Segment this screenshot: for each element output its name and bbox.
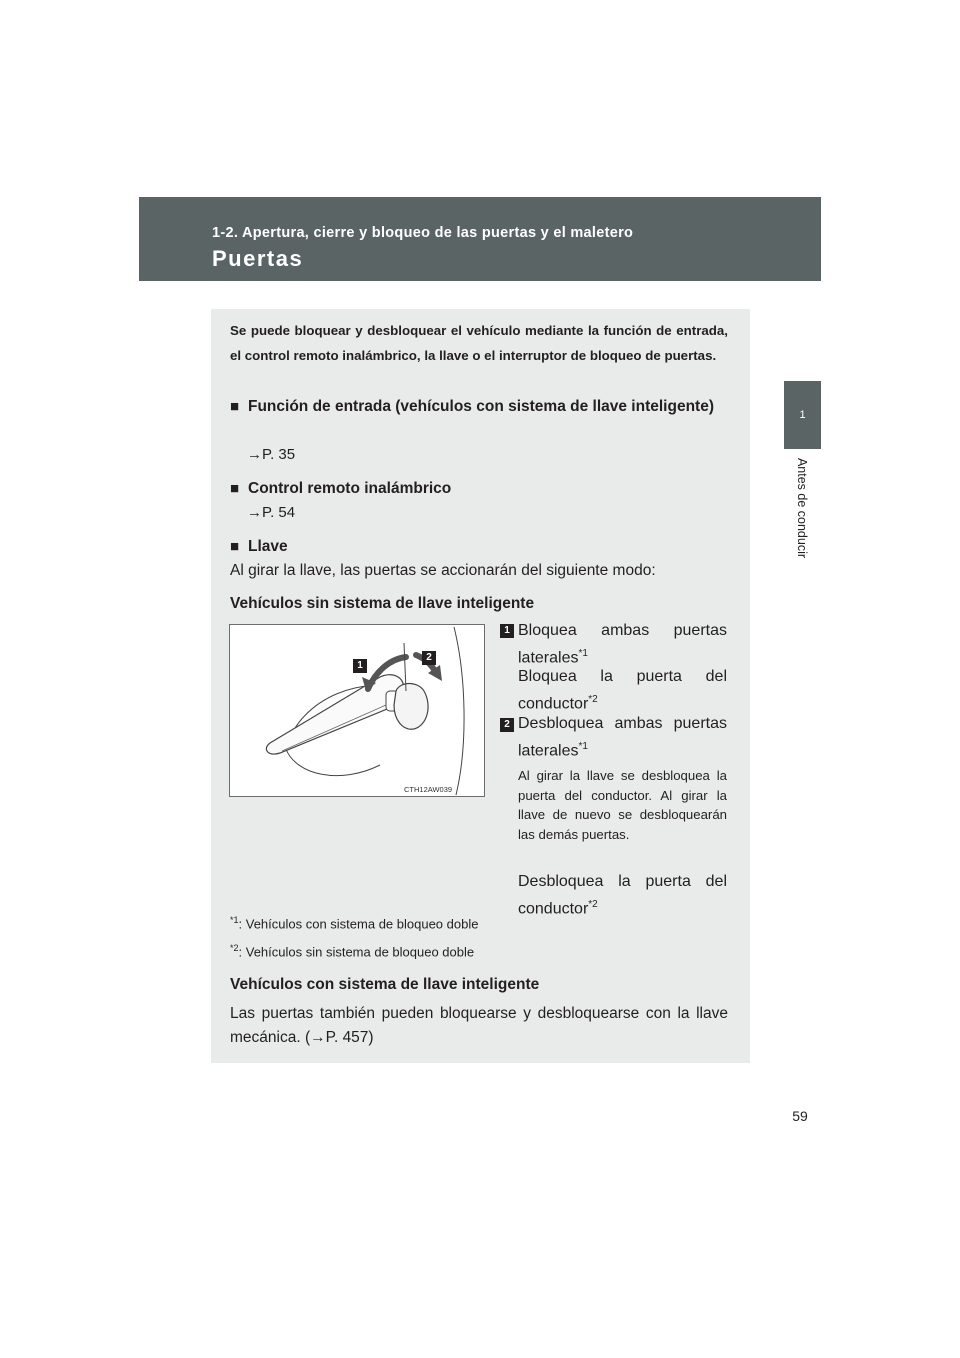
heading-key xyxy=(230,535,728,558)
figure-callout-2: 2 xyxy=(422,651,436,665)
chapter-label: Antes de conducir xyxy=(795,457,809,559)
footnote-ref: *1 xyxy=(578,741,588,752)
footnote-text: : Vehículos sin sistema de bloqueo doble xyxy=(238,944,475,960)
key-body-text: Al girar la llave, las puertas se accionarán del siguiente modo: xyxy=(230,562,656,579)
item-unlock-driver xyxy=(518,870,727,920)
heading-entry-function xyxy=(230,395,728,418)
item-lock-both xyxy=(518,619,727,669)
page-number: 59 xyxy=(792,1108,808,1124)
item-lock-driver-text: Bloquea la puerta del conductor xyxy=(518,668,727,713)
item-unlock-both xyxy=(518,712,727,762)
page-title: Puertas xyxy=(212,246,304,271)
figure-code: CTH12AW039 xyxy=(404,785,453,794)
with-smart-key-text: Las puertas también pueden bloquearse y desbloquearse con la llave mecánica. (→P. 457) xyxy=(230,1005,728,1046)
footnote-text: : Vehículos con sistema de bloqueo doble xyxy=(238,916,479,932)
item-note: Al girar la llave se desbloquea la puerta del conductor. Al girar la llave de nuevo se desbloquearán las demás puertas. xyxy=(518,768,727,842)
bullet-square-icon: ■ xyxy=(230,538,240,555)
door-handle-figure xyxy=(229,624,485,797)
section-title: 1-2. Apertura, cierre y bloqueo de las puertas y el maletero xyxy=(212,225,634,241)
figure-callout-1: 1 xyxy=(353,659,367,673)
chapter-number: 1 xyxy=(799,409,806,421)
page-header xyxy=(139,197,821,281)
item-lock-both-text: Bloquea ambas puertas laterales xyxy=(518,622,727,667)
heading-text: Control remoto inalámbrico xyxy=(248,480,452,497)
item-lock-driver xyxy=(518,665,727,715)
door-handle-illustration xyxy=(230,625,484,796)
footnote-1 xyxy=(230,915,478,931)
bullet-square-icon: ■ xyxy=(230,398,240,415)
subheading-with-smart-key: Vehículos con sistema de llave inteligente xyxy=(230,976,540,993)
heading-remote-control xyxy=(230,477,728,500)
item-badge-1: 1 xyxy=(500,624,514,638)
subheading-without-smart-key: Vehículos sin sistema de llave inteligente xyxy=(230,595,535,612)
item-badge-2: 2 xyxy=(500,718,514,732)
ref-remote-control[interactable]: →P. 54 xyxy=(247,504,296,521)
footnote-2 xyxy=(230,943,474,959)
heading-text: Llave xyxy=(248,538,288,555)
ref-entry-function[interactable]: →P. 35 xyxy=(247,446,296,463)
footnote-ref: *2 xyxy=(588,694,598,705)
item-unlock-both-text: Desbloquea ambas puertas laterales xyxy=(518,715,727,760)
bullet-square-icon: ■ xyxy=(230,480,240,497)
item-unlock-driver-text: Desbloquea la puerta del conductor xyxy=(518,873,727,918)
footnote-ref: *1 xyxy=(578,648,588,659)
footnote-mark: *1 xyxy=(230,915,239,925)
footnote-ref: *2 xyxy=(588,899,598,910)
footnote-mark: *2 xyxy=(230,943,239,953)
content-panel xyxy=(211,309,750,1063)
chapter-tab xyxy=(784,381,821,449)
intro-text: Se puede bloquear y desbloquear el vehículo mediante la función de entrada, el control remoto inalámbrico, la llave o el interruptor de bloqueo de puertas. xyxy=(230,323,728,363)
heading-text: Función de entrada (vehículos con sistema de llave inteligente) xyxy=(248,398,714,415)
